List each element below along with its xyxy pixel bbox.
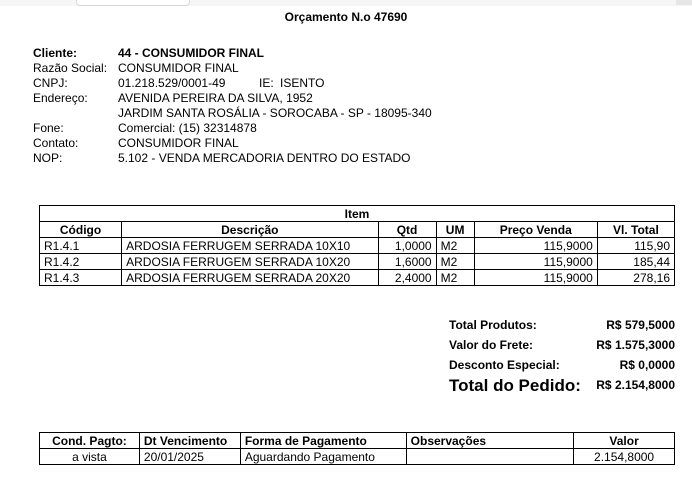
cell-forma: Aguardando Pagamento xyxy=(240,449,406,465)
cell-codigo: R1.4.1 xyxy=(40,238,122,254)
cnpj-value: 01.218.529/0001-49 xyxy=(118,76,226,90)
cell-qtd: 1,6000 xyxy=(378,254,436,270)
cell-qtd: 1,0000 xyxy=(378,238,436,254)
cell-total: 115,90 xyxy=(597,238,674,254)
fone-value: Comercial: (15) 32314878 xyxy=(118,121,257,135)
endereco-line2: JARDIM SANTA ROSÁLIA - SOROCABA - SP - 18095-340 xyxy=(118,106,432,120)
header-total: Vl. Total xyxy=(597,222,674,238)
browser-tab[interactable] xyxy=(76,0,190,6)
ie-value: ISENTO xyxy=(280,76,325,90)
total-pedido-value: R$ 2.154,8000 xyxy=(596,378,675,392)
cell-total: 185,44 xyxy=(597,254,674,270)
frete-label: Valor do Frete: xyxy=(449,338,534,352)
cell-descricao: ARDOSIA FERRUGEM SERRADA 10X10 xyxy=(122,238,378,254)
cell-venc: 20/01/2025 xyxy=(139,449,240,465)
header-codigo: Código xyxy=(40,222,122,238)
header-preco: Preço Venda xyxy=(474,222,597,238)
nop-value: 5.102 - VENDA MERCADORIA DENTRO DO ESTADO xyxy=(118,151,411,165)
frete-row xyxy=(449,338,675,358)
header-cond: Cond. Pagto: xyxy=(40,433,140,449)
header-venc: Dt Vencimento xyxy=(139,433,240,449)
cell-cond: a vista xyxy=(40,449,140,465)
ie-label: IE: xyxy=(259,76,274,90)
cliente-label: Cliente: xyxy=(33,46,78,60)
cell-um: M2 xyxy=(436,254,474,270)
payment-header-row xyxy=(40,433,675,449)
header-descricao: Descrição xyxy=(122,222,378,238)
payment-table xyxy=(39,432,675,465)
cell-valor: 2.154,8000 xyxy=(574,449,675,465)
cell-preco: 115,9000 xyxy=(474,238,597,254)
frete-value: R$ 1.575,3000 xyxy=(596,338,675,352)
cliente-value: 44 - CONSUMIDOR FINAL xyxy=(118,46,265,60)
table-row xyxy=(40,270,675,286)
cell-codigo: R1.4.2 xyxy=(40,254,122,270)
cell-um: M2 xyxy=(436,238,474,254)
desconto-value: R$ 0,0000 xyxy=(619,358,675,372)
header-obs: Observações xyxy=(406,433,574,449)
cell-preco: 115,9000 xyxy=(474,254,597,270)
nop-label: NOP: xyxy=(33,151,63,165)
razao-value: CONSUMIDOR FINAL xyxy=(118,61,239,75)
endereco-line1: AVENIDA PEREIRA DA SILVA, 1952 xyxy=(118,91,313,105)
total-pedido-label: Total do Pedido: xyxy=(449,376,581,395)
items-table xyxy=(39,205,675,286)
desconto-label: Desconto Especial: xyxy=(449,358,560,372)
cell-descricao: ARDOSIA FERRUGEM SERRADA 20X20 xyxy=(122,270,378,286)
page-title: Orçamento N.o 47690 xyxy=(284,10,408,24)
cell-codigo: R1.4.3 xyxy=(40,270,122,286)
header-um: UM xyxy=(436,222,474,238)
cell-descricao: ARDOSIA FERRUGEM SERRADA 10X20 xyxy=(122,254,378,270)
cell-preco: 115,9000 xyxy=(474,270,597,286)
total-produtos-label: Total Produtos: xyxy=(449,318,537,332)
total-pedido-row xyxy=(449,378,675,398)
cell-total: 278,16 xyxy=(597,270,674,286)
desconto-row xyxy=(449,358,675,378)
total-produtos-value: R$ 579,5000 xyxy=(606,318,675,332)
totals-block xyxy=(449,318,675,398)
fone-label: Fone: xyxy=(33,121,64,135)
total-produtos-row xyxy=(449,318,675,338)
razao-label: Razão Social: xyxy=(33,61,108,75)
table-row xyxy=(40,449,675,465)
contato-value: CONSUMIDOR FINAL xyxy=(118,136,239,150)
items-section-title: Item xyxy=(40,206,675,222)
table-row xyxy=(40,254,675,270)
table-row xyxy=(40,238,675,254)
header-valor: Valor xyxy=(574,433,675,449)
endereco-label: Endereço: xyxy=(33,91,88,105)
header-forma: Forma de Pagamento xyxy=(240,433,406,449)
cnpj-label: CNPJ: xyxy=(33,76,68,90)
items-header-row xyxy=(40,222,675,238)
cell-obs xyxy=(406,449,574,465)
contato-label: Contato: xyxy=(33,136,79,150)
cell-qtd: 2,4000 xyxy=(378,270,436,286)
cell-um: M2 xyxy=(436,270,474,286)
header-qtd: Qtd xyxy=(378,222,436,238)
scrollbar-cap[interactable] xyxy=(676,0,692,5)
